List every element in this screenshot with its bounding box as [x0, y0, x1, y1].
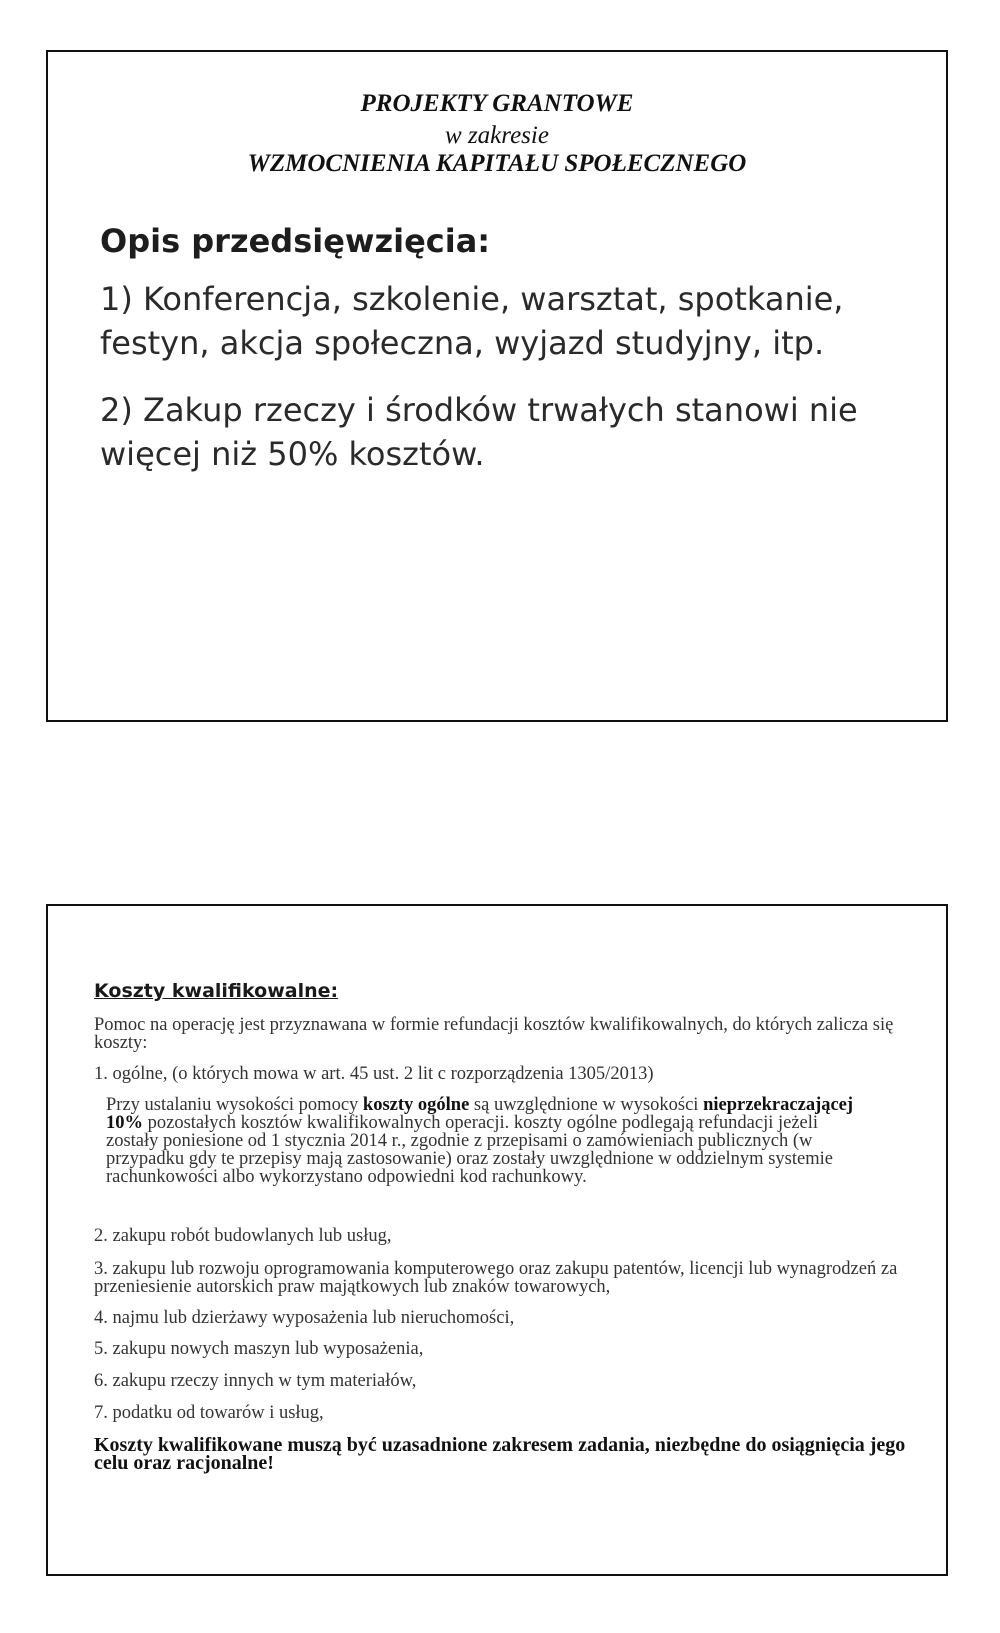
para-bold-koszty-ogolne: koszty ogólne [362, 1095, 470, 1115]
slide-koszty-kwalifikowalne [46, 904, 948, 1576]
koszty-item-1: 1. ogólne, (o których mowa w art. 45 ust. 2 lit c rozporządzenia 1305/2013) [94, 1064, 654, 1084]
slide-projekty-grantowe [46, 50, 948, 722]
koszty-item-6: 6. zakupu rzeczy innych w tym materiałów, [94, 1371, 417, 1391]
para-bold-limit: nieprzekraczającej 10% [106, 1095, 854, 1133]
para-text-2: są uwzględnione w wysokości [469, 1095, 704, 1115]
opis-title: Opis przedsięwzięcia: [100, 222, 491, 260]
opis-item-2: 2) Zakup rzeczy i środków trwałych stanowi nie więcej niż 50% kosztów. [100, 391, 858, 473]
slide-header-line1: PROJEKTY GRANTOWE [360, 90, 634, 117]
para-text-3: pozostałych kosztów kwalifikowalnych operacji. koszty ogólne podlegają refundacji jeżeli zostały poniesione od 1 stycznia 2014 r., zgodnie z przepisami o zamówieniach publicznych (w przypadku gdy te przepisy mają zastosowanie) oraz zostały uwzględnione w oddzielnym systemie rachunkowości albo wykorzystano odpowiedni kod rachunkowy. [106, 1113, 833, 1187]
opis-item-1: 1) Konferencja, szkolenie, warsztat, spotkanie, festyn, akcja społeczna, wyjazd studyjny, itp. [100, 280, 844, 362]
koszty-item-5: 5. zakupu nowych maszyn lub wyposażenia, [94, 1339, 424, 1359]
koszty-item-4: 4. najmu lub dzierżawy wyposażenia lub nieruchomości, [94, 1308, 515, 1328]
koszty-ogolne-paragraph [106, 1096, 866, 1186]
koszty-item-2: 2. zakupu robót budowlanych lub usług, [94, 1226, 392, 1246]
koszty-closing-note: Koszty kwalifikowane muszą być uzasadnione zakresem zadania, niezbędne do osiągnięcia jego celu oraz racjonalne! [94, 1434, 906, 1474]
koszty-title: Koszty kwalifikowalne: [94, 980, 339, 1002]
koszty-intro: Pomoc na operację jest przyznawana w formie refundacji kosztów kwalifikowalnych, do których zalicza się koszty: [94, 1015, 894, 1053]
koszty-item-7: 7. podatku od towarów i usług, [94, 1403, 324, 1423]
slide-header-line3: WZMOCNIENIA KAPITAŁU SPOŁECZNEGO [247, 150, 747, 177]
para-text-1: Przy ustalaniu wysokości pomocy [106, 1095, 363, 1115]
slide-header-line2: w zakresie [445, 122, 549, 149]
koszty-item-3: 3. zakupu lub rozwoju oprogramowania komputerowego oraz zakupu patentów, licencji lub wynagrodzeń za przeniesienie autorskich praw majątkowych lub znaków towarowych, [94, 1259, 898, 1297]
